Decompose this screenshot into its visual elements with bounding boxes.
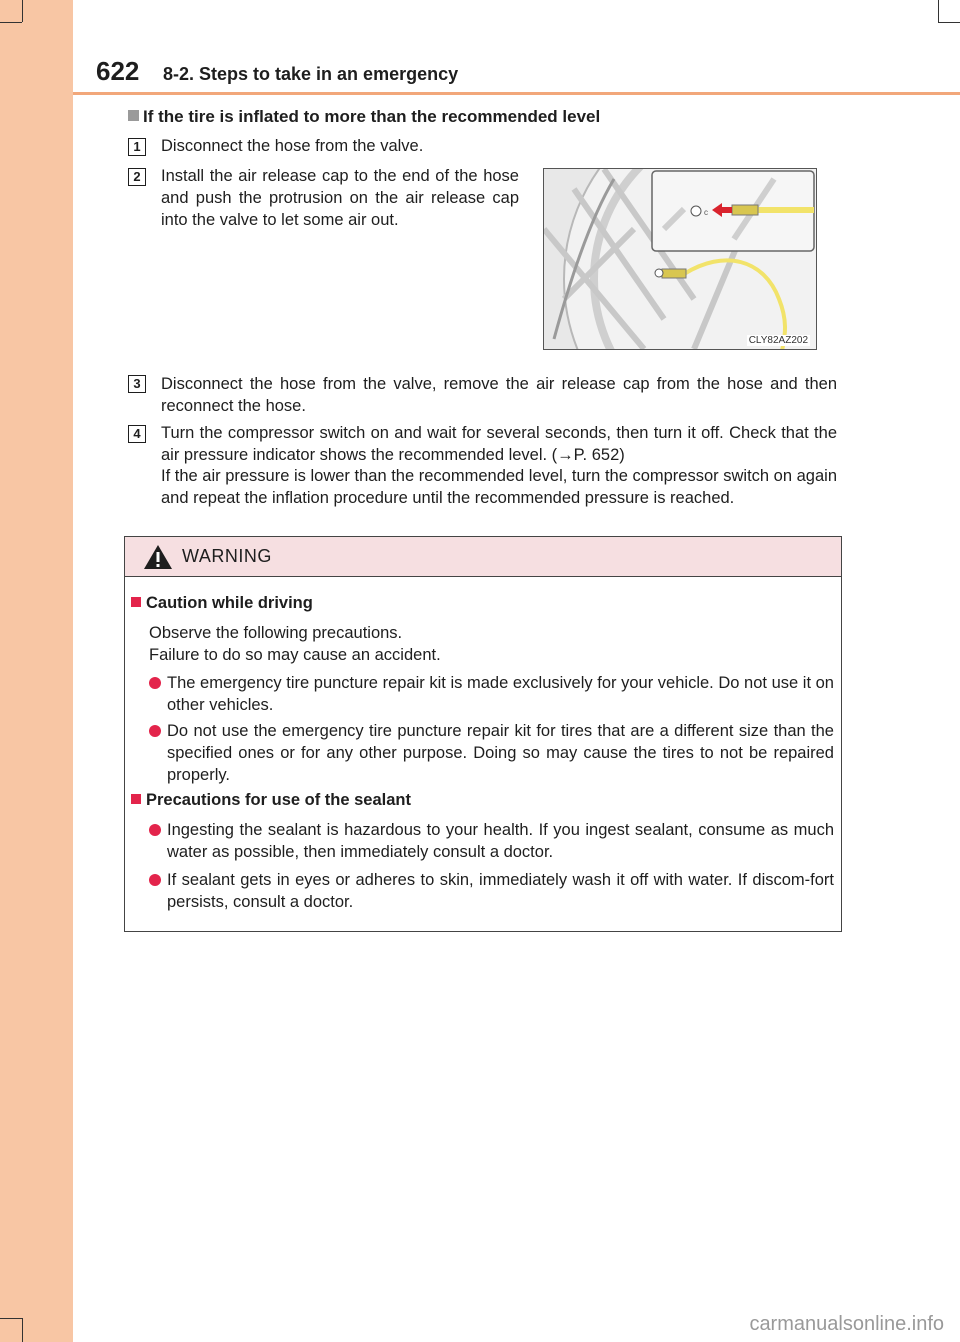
page-number: 622 [96, 56, 140, 86]
warning-title: WARNING [182, 546, 272, 566]
square-bullet-icon [128, 110, 139, 121]
svg-text:c: c [704, 208, 708, 217]
step-number: 2 [128, 168, 146, 186]
warning-triangle-icon [143, 544, 173, 570]
warning-bullet [147, 869, 834, 913]
warning-bullet-text: Do not use the emergency tire puncture repair kit for tires that are a different size than the specified ones or for any other purpose. Doing so may cause the tires to not be repaired properly. [167, 722, 834, 784]
crop-mark [938, 0, 939, 22]
warning-bullet-text: Ingesting the sealant is hazardous to your health. If you ingest sealant, consume as much water as possible, then immediately consult a doctor. [167, 821, 834, 861]
header-rule [73, 92, 960, 95]
warning-header [125, 537, 841, 577]
step-text-continued: If the air pressure is lower than the recommended level, turn the compressor switch on again and repeat the inflation procedure until the recommended pressure is reached. [161, 467, 837, 507]
warning-section-heading-text: Caution while driving [146, 594, 313, 612]
step-text: Turn the compressor switch on and wait for several seconds, then turn it off. Check that the air pressure indicator shows the recommended level. (→P. 652) [161, 424, 837, 464]
figure-code: CLY82AZ202 [748, 335, 808, 346]
step-text: Disconnect the hose from the valve. [161, 137, 424, 155]
square-bullet-icon [131, 597, 141, 607]
bullet-dot-icon [149, 874, 161, 886]
step-number: 1 [128, 138, 146, 156]
warning-intro-line: Failure to do so may cause an accident. [149, 646, 441, 664]
section-title: 8-2. Steps to take in an emergency [163, 64, 459, 84]
crop-mark [0, 1318, 22, 1319]
crop-mark [22, 0, 23, 22]
wheel-drawing [544, 169, 817, 350]
square-bullet-icon [131, 794, 141, 804]
bullet-dot-icon [149, 824, 161, 836]
warning-box [124, 536, 842, 932]
crop-mark [22, 1318, 23, 1342]
warning-bullet-text: If sealant gets in eyes or adheres to skin, immediately wash it off with water. If discom-fort persists, consult a doctor. [167, 871, 834, 911]
warning-bullet [147, 720, 834, 786]
warning-section-heading-text: Precautions for use of the sealant [146, 791, 411, 809]
step-text: Disconnect the hose from the valve, remove the air release cap from the hose and then reconnect the hose. [161, 375, 837, 415]
warning-section-heading [131, 791, 411, 810]
step-number: 3 [128, 375, 146, 393]
crop-mark [938, 22, 960, 23]
side-band [0, 0, 73, 1342]
crop-mark [0, 22, 22, 23]
warning-bullet [147, 672, 834, 716]
warning-bullet [147, 819, 834, 863]
watermark: carmanualsonline.info [749, 1313, 944, 1335]
warning-intro-line: Observe the following precautions. [149, 624, 403, 642]
subheading-text: If the tire is inflated to more than the recommended level [143, 107, 601, 126]
warning-bullet-text: The emergency tire puncture repair kit is made exclusively for your vehicle. Do not use it on other vehicles. [167, 674, 834, 714]
tire-valve-illustration [543, 168, 817, 350]
subheading [128, 107, 600, 127]
step-text: Install the air release cap to the end of the hose and push the protrusion on the air release cap into the valve to let some air out. [161, 167, 519, 229]
warning-section-heading [131, 594, 313, 613]
step-number: 4 [128, 425, 146, 443]
bullet-dot-icon [149, 725, 161, 737]
bullet-dot-icon [149, 677, 161, 689]
